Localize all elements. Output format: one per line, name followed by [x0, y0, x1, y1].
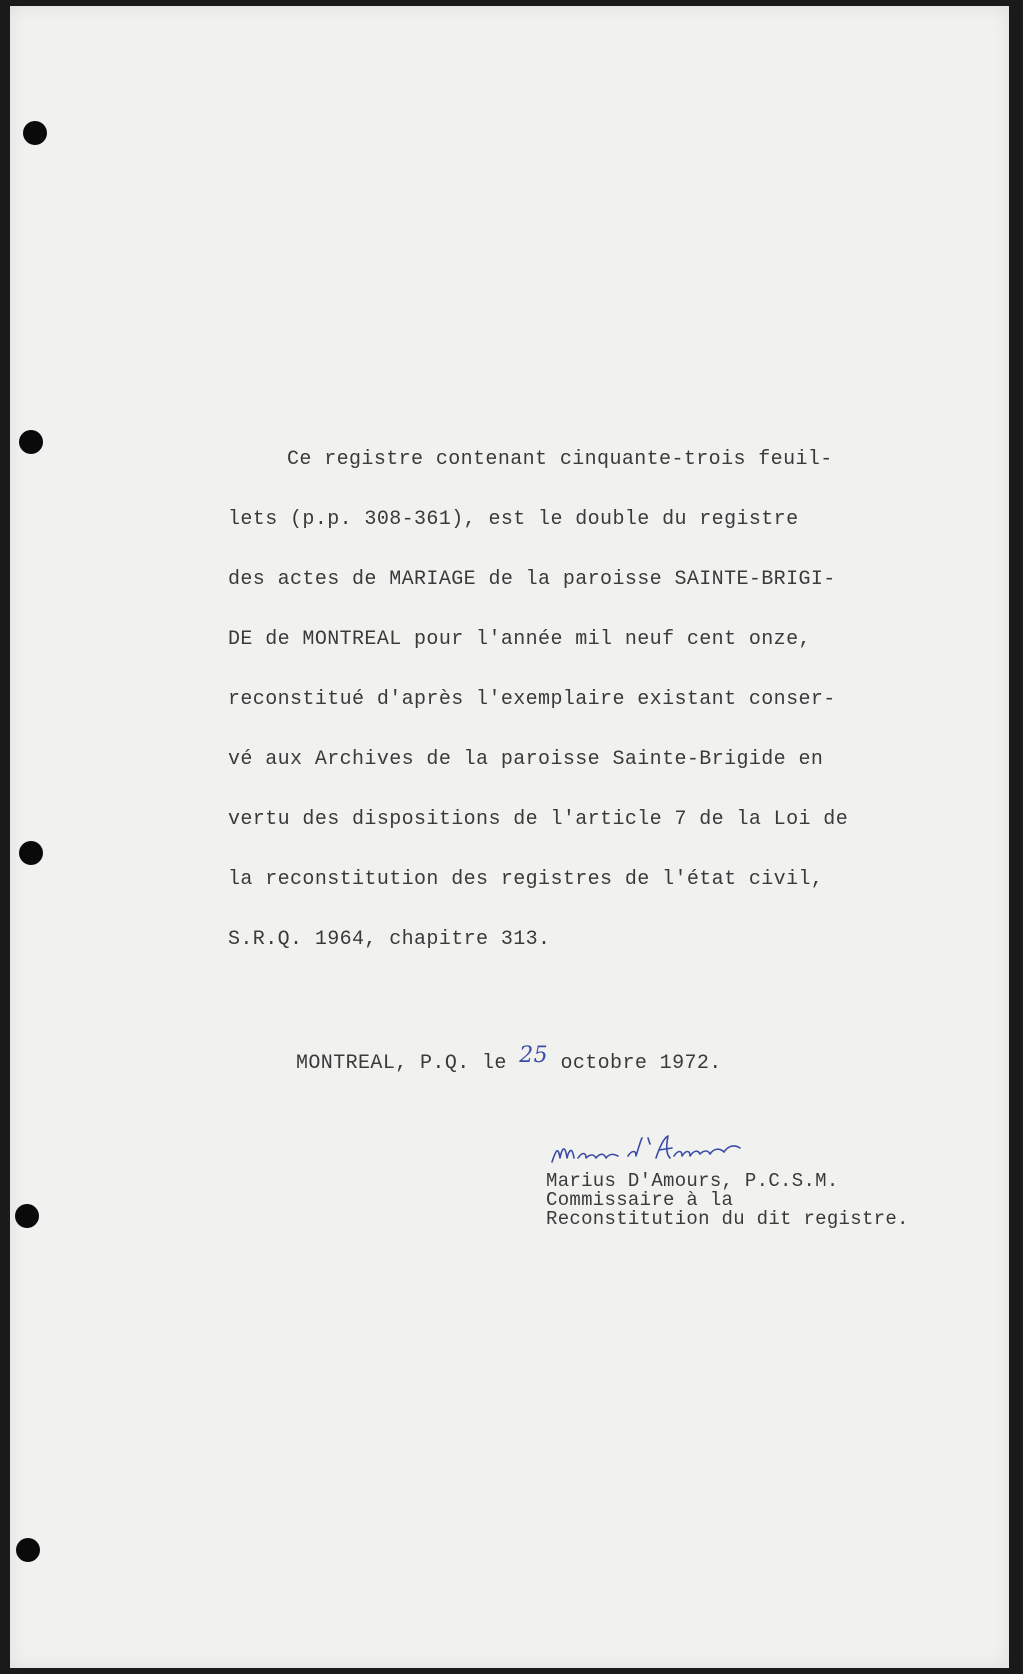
binder-hole	[23, 121, 47, 145]
signature-block	[546, 1172, 909, 1229]
handwritten-day: 25	[519, 1043, 549, 1068]
date-prefix: MONTREAL, P.Q. le	[296, 1052, 520, 1075]
certificate-paragraph	[228, 446, 868, 986]
date-line	[296, 1043, 722, 1075]
binder-hole	[16, 1538, 40, 1562]
document-page	[10, 6, 1009, 1668]
signatory-title: Commissaire à la	[546, 1189, 734, 1211]
paragraph-line: vé aux Archives de la paroisse Sainte-Brigide en	[228, 748, 824, 771]
handwritten-signature	[548, 1128, 758, 1168]
date-suffix: octobre 1972.	[548, 1052, 722, 1075]
paragraph-line: reconstitué d'après l'exemplaire existant conser-	[228, 688, 836, 711]
paragraph-line: la reconstitution des registres de l'état civil,	[228, 868, 824, 891]
paragraph-line: lets (p.p. 308-361), est le double du registre	[228, 508, 799, 531]
paragraph-line: Ce registre contenant cinquante-trois feuil-	[287, 448, 833, 471]
paragraph-line: S.R.Q. 1964, chapitre 313.	[228, 928, 551, 951]
binder-hole	[19, 841, 43, 865]
signatory-name: Marius D'Amours, P.C.S.M.	[546, 1170, 839, 1192]
binder-hole	[19, 430, 43, 454]
binder-hole	[15, 1204, 39, 1228]
paragraph-line: vertu des dispositions de l'article 7 de la Loi de	[228, 808, 849, 831]
signatory-title: Reconstitution du dit registre.	[546, 1208, 909, 1230]
paragraph-line: DE de MONTREAL pour l'année mil neuf cent onze,	[228, 628, 811, 651]
paragraph-line: des actes de MARIAGE de la paroisse SAINTE-BRIGI-	[228, 568, 836, 591]
